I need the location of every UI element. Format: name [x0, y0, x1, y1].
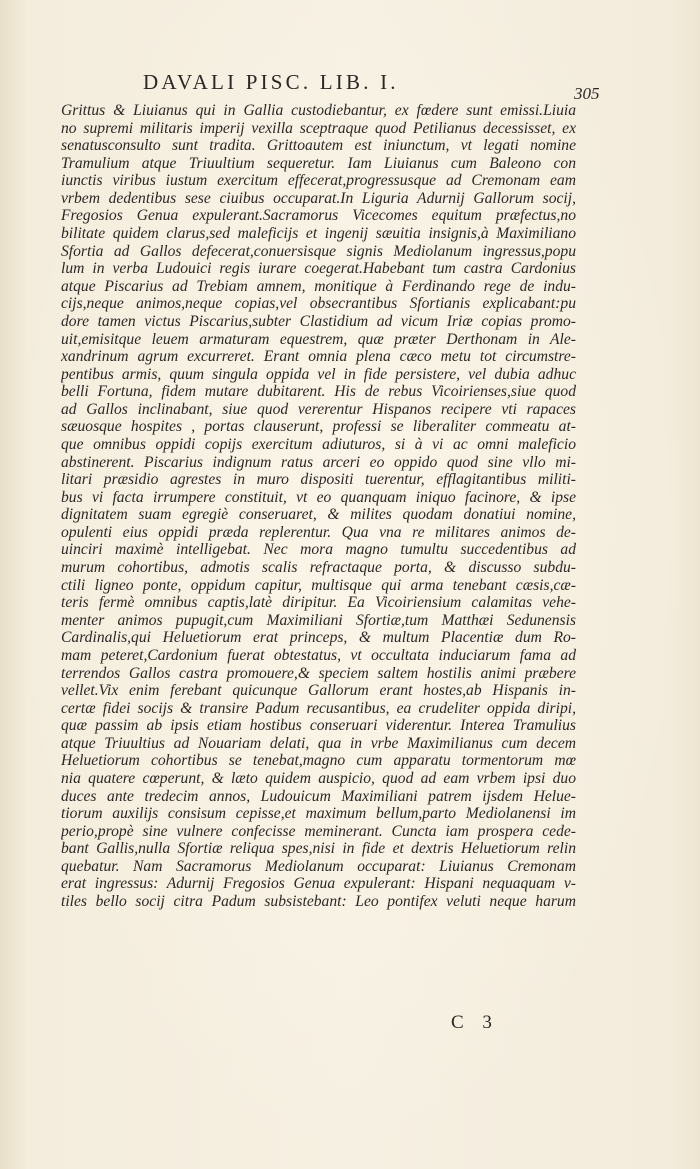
text-line: abstinerent. Piscarius indignum ratus arceri eo oppido quod sine vllo mi-: [61, 453, 576, 471]
text-line: certæ fidei socijs & transire Padum recusantibus, ea crudeliter oppida diripi,: [61, 699, 576, 717]
text-line: Fregosios Genua expulerant.Sacramorus Vicecomes equitum præfectus,no: [61, 207, 576, 225]
text-line: vrbem dedentibus sese ciuibus occuparat.In Liguria Adurnij Gallorum socij,: [61, 189, 576, 207]
text-line: bilitate quidem clarus,sed maleficijs et ingenij sæuitia insignis,à Maximiliano: [61, 225, 576, 243]
text-line: Grittus & Liuianus qui in Gallia custodiebantur, ex fœdere sunt emissi.Liuia: [61, 102, 576, 119]
page-number: 305: [574, 84, 600, 103]
text-line: atque Triuultius ad Nouariam delati, qua in vrbe Maximilianus cum decem: [61, 734, 576, 752]
text-line: vellet.Vix enim ferebant quicunque Gallorum erant hostes,ab Hispanis in-: [61, 682, 576, 700]
text-line: Tramulium atque Triuultium sequeretur. Iam Liuianus cum Baleono con: [61, 154, 576, 172]
text-line: murum cohortibus, admotis scalis refractaque porta, & discusso subdu-: [61, 559, 576, 577]
text-line: no supremi militaris imperij vexilla sceptraque quod Petilianus decessisset, ex: [61, 119, 576, 137]
text-line: ad Gallos inclinabant, siue quod vererentur Hispanos recipere vti rapaces: [61, 400, 576, 418]
text-line: bus vi facta irrumpere constituit, vt eo quanquam iniquo facinore, & ipse: [61, 488, 576, 506]
text-line: xandrinum agrum excurreret. Erant omnia plena cæco metu tot circumstre-: [61, 348, 576, 366]
text-line: dignitatem suam egregiè conseruaret, & milites quodam donatiui nomine,: [61, 506, 576, 524]
text-line: tiles bello socij citra Padum subsistebant: Leo pontifex veluti neque harum: [61, 893, 576, 911]
text-line: nia quatere cœperunt, & læto quidem auspicio, quod ad eam vrbem ipsi duo: [61, 769, 576, 787]
signature-mark: C 3: [451, 1012, 499, 1033]
text-line: belli Fortuna, fidem mutare dubitarent. His de rebus Vicoirienses,siue quod: [61, 383, 576, 401]
body-text: [61, 102, 576, 911]
text-line: litari præsidio agrestes in muro dispositi tuerentur, efflagitantibus militi-: [61, 471, 576, 489]
text-line: quæ passim ab ipsis etiam hostibus conseruari viderentur. Interea Tramulius: [61, 717, 576, 735]
text-line: cijs,neque animos,neque copias,vel obsecrantibus Sfortianis explicabant:pu: [61, 295, 576, 313]
text-line: ctili ligneo ponte, oppidum capitur, multisque qui arma tenebant cæsis,cæ-: [61, 576, 576, 594]
text-line: uinciri maximè intelligebat. Nec mora magno tumultu succedentibus ad: [61, 541, 576, 559]
text-line: Cardinalis,qui Heluetiorum erat princeps, & multum Placentiæ dum Ro-: [61, 629, 576, 647]
text-line: que omnibus oppidi copijs exercitum adiuturos, si à vi ac omni maleficio: [61, 435, 576, 453]
text-line: senatusconsulto sunt tradita. Grittoautem est iniunctum, vt legati nomine: [61, 137, 576, 155]
text-line: perio,propè sine vulnere confecisse meminerant. Cuncta iam prospera cede-: [61, 822, 576, 840]
text-line: teris fermè omnibus captis,latè diripitur. Ea Vicoiriensium calamitas vehe-: [61, 594, 576, 612]
text-line: uit,emisitque leuem armaturam equestrem, quæ præter Derthonam in Ale-: [61, 330, 576, 348]
text-line: pentibus armis, quum singula oppida vel in fide persistere, vel dubia adhuc: [61, 365, 576, 383]
text-line: tiorum auxilijs consisum cepisse,et maximum bellum,parto Mediolanensi im: [61, 805, 576, 823]
running-head: DAVALI PISC. LIB. I.: [143, 70, 399, 94]
text-line: iunctis viribus iustum exercitum effecerat,progressusque ad Cremonam eam: [61, 172, 576, 190]
text-line: erat ingressus: Adurnij Fregosios Genua expulerant: Hispani nequaquam v-: [61, 875, 576, 893]
text-line: quebatur. Nam Sacramorus Mediolanum occuparat: Liuianus Cremonam: [61, 857, 576, 875]
text-line: sæuosque hospites , portas clauserunt, professi se liberaliter commeatu at-: [61, 418, 576, 436]
text-line: duces ante tredecim annos, Ludouicum Maximiliani patrem ijsdem Helue-: [61, 787, 576, 805]
text-line: dore tamen victus Piscarius,subter Clastidium ad vicum Iriæ copias promo-: [61, 312, 576, 330]
text-line: mam peteret,Cardonium fuerat obtestatus, vt occultata induciarum fama ad: [61, 646, 576, 664]
text-line: Sfortia ad Gallos defecerat,conuersisque signis Mediolanum ingressus,popu: [61, 242, 576, 260]
text-line: opulenti eius oppidi præda replerentur. Qua vna re militares animos de-: [61, 523, 576, 541]
text-line: bant Gallis,nulla Sfortiæ reliqua spes,nisi in fide et dextris Heluetiorum relin: [61, 840, 576, 858]
text-line: menter animos pupugit,cum Maximiliani Sfortiæ,tum Matthæi Sedunensis: [61, 611, 576, 629]
text-line: lum in verba Ludouici regis iurare coegerat.Habebant tum castra Cardonius: [61, 260, 576, 278]
text-line: atque Piscarius ad Trebiam amnem, monitique à Ferdinando rege de indu-: [61, 277, 576, 295]
text-line: terrendos Gallos castra promouere,& speciem saltem hostilis animi præbere: [61, 664, 576, 682]
text-line: Heluetiorum cohortibus se tenebat,magno cum apparatu tormentorum mœ: [61, 752, 576, 770]
